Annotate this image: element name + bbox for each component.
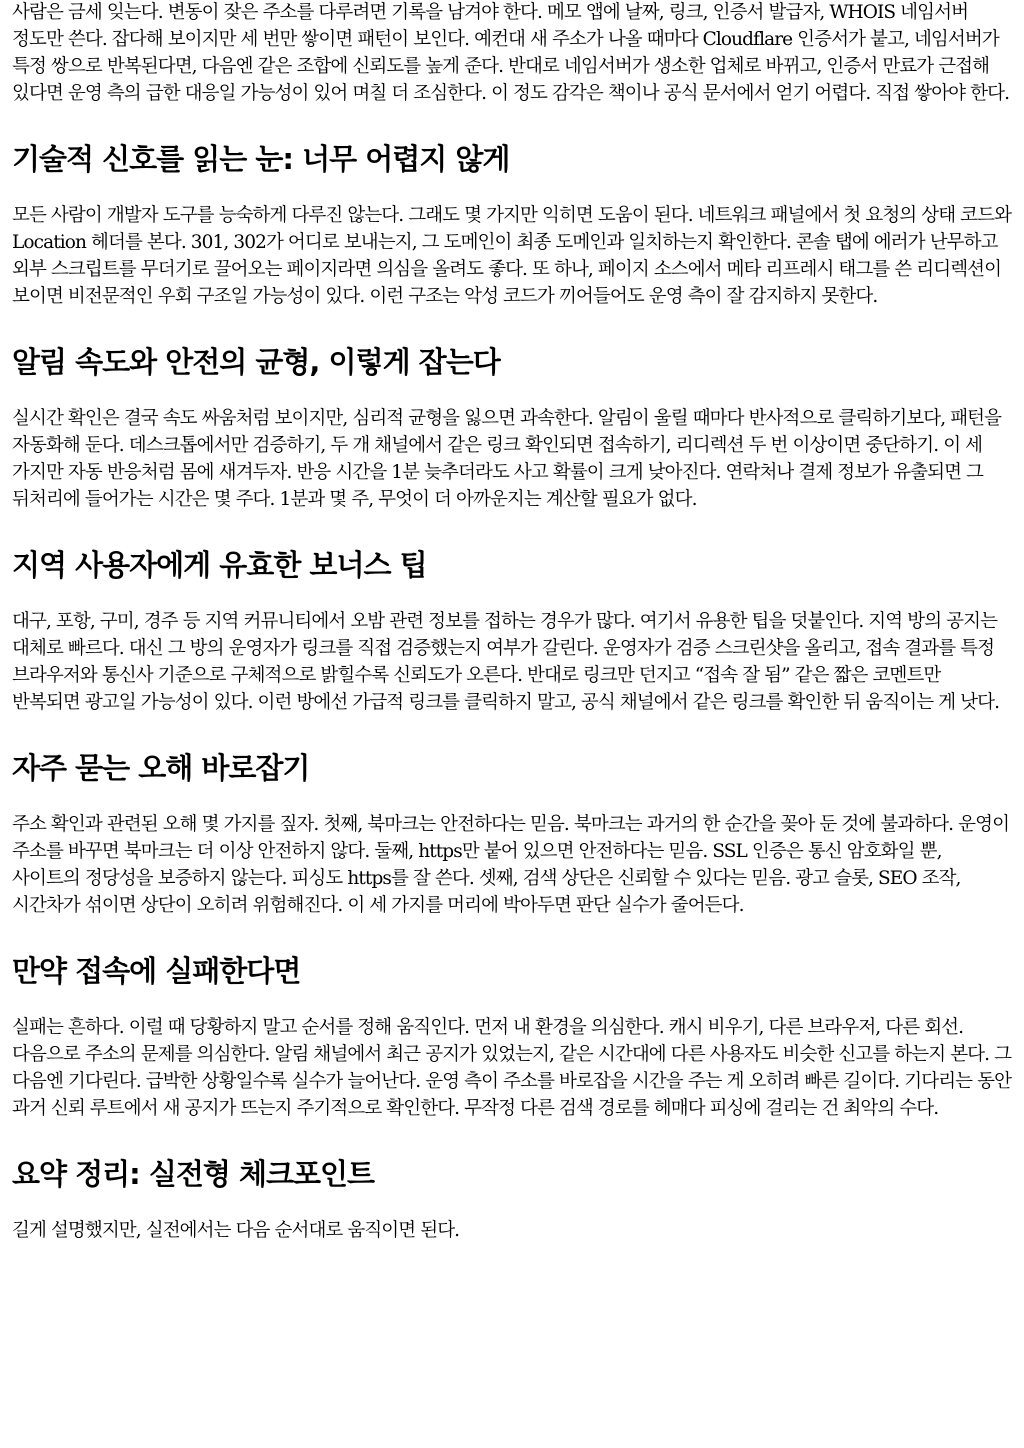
section-paragraph: 대구, 포항, 구미, 경주 등 지역 커뮤니티에서 오밤 관련 정보를 접하는 경우가 많다. 여기서 유용한 팁을 덧붙인다. 지역 방의 공지는 대체로 빠르다. 대신 그 방의 운영자가 링크를 직접 검증했는지 여부가 갈린다. 운영자가 검증 스크린샷을 올리고, 접속 결과를 특정 브라우저와 통신사 기준으로 구체적으로 밝힐수록 신뢰도가 오른다. 반대로 링크만 던지고 “접속 잘 됨” 같은 짧은 코멘트만 반복되면 광고일 가능성이 있다. 이런 방에선 가급적 링크를 클릭하지 말고, 공식 채널에서 같은 링크를 확인한 뒤 움직이는 게 낫다. xyxy=(12,611,1000,713)
intro-paragraph: 사람은 금세 잊는다. 변동이 잦은 주소를 다루려면 기록을 남겨야 한다. 메모 앱에 날짜, 링크, 인증서 발급자, WHOIS 네임서버 정도만 쓴다. 잡다해 보이지만 세 번만 쌓이면 패턴이 보인다. 예컨대 새 주소가 나올 때마다 Cloudflare 인증서가 붙고, 네임서버가 특정 쌍으로 반복된다면, 다음엔 같은 조합에 신뢰도를 높게 준다. 반대로 네임서버가 생소한 업체로 바뀌고, 인증서 만료가 근접해 있다면 운영 측의 급한 대응일 가능성이 있어 며칠 더 조심한다. 이 정도 감각은 책이나 공식 문서에서 얻기 어렵다. 직접 쌓아야 한다. xyxy=(12,2,1010,104)
section-connection-failure xyxy=(12,951,1012,1122)
section-paragraph: 실시간 확인은 결국 속도 싸움처럼 보이지만, 심리적 균형을 잃으면 과속한다. 알림이 울릴 때마다 반사적으로 클릭하기보다, 패턴을 자동화해 둔다. 데스크톱에서만 검증하기, 두 개 채널에서 같은 링크 확인되면 접속하기, 리디렉션 두 번 이상이면 중단하기. 이 세 가지만 자동 반응처럼 몸에 새겨두자. 반응 시간을 1분 늦추더라도 사고 확률이 크게 낮아진다. 연락처나 결제 정보가 유출되면 그 뒤처리에 들어가는 시간은 몇 주다. 1분과 몇 주, 무엇이 더 아까운지는 계산할 필요가 없다. xyxy=(12,408,1002,510)
section-heading: 지역 사용자에게 유효한 보너스 팁 xyxy=(12,548,427,582)
section-heading: 만약 접속에 실패한다면 xyxy=(12,954,301,988)
section-paragraph: 모든 사람이 개발자 도구를 능숙하게 다루진 않는다. 그래도 몇 가지만 익히면 도움이 된다. 네트워크 패널에서 첫 요청의 상태 코드와 Location 헤더를 본다. 301, 302가 어디로 보내는지, 그 도메인이 최종 도메인과 일치하는지 확인한다. 콘솔 탭에 에러가 난무하고 외부 스크립트를 무더기로 끌어오는 페이지라면 의심을 올려도 좋다. 또 하나, 페이지 소스에서 메타 리프레시 태그를 쓴 리디렉션이 보이면 비전문적인 우회 구조일 가능성이 있다. 이런 구조는 악성 코드가 끼어들어도 운영 측이 잘 감지하지 못한다. xyxy=(12,205,1012,307)
section-heading: 요약 정리: 실전형 체크포인트 xyxy=(12,1157,375,1191)
section-summary-checkpoints xyxy=(12,1154,1012,1244)
section-misconceptions xyxy=(12,748,1012,919)
section-heading: 기술적 신호를 읽는 눈: 너무 어렵지 않게 xyxy=(12,142,510,176)
section-heading: 알림 속도와 안전의 균형, 이렇게 잡는다 xyxy=(12,345,500,379)
section-paragraph: 길게 설명했지만, 실전에서는 다음 순서대로 움직이면 된다. xyxy=(12,1220,460,1241)
section-technical-signals xyxy=(12,139,1012,310)
section-paragraph: 주소 확인과 관련된 오해 몇 가지를 짚자. 첫째, 북마크는 안전하다는 믿음. 북마크는 과거의 한 순간을 꽂아 둔 것에 불과하다. 운영이 주소를 바꾸면 북마크는 더 이상 안전하지 않다. 둘째, https만 붙어 있으면 안전하다는 믿음. SSL 인증은 통신 암호화일 뿐, 사이트의 정당성을 보증하지 않는다. 피싱도 https를 잘 쓴다. 셋째, 검색 상단은 신뢰할 수 있다는 믿음. 광고 슬롯, SEO 조작, 시간차가 섞이면 상단이 오히려 위험해진다. 이 세 가지를 머리에 박아두면 판단 실수가 줄어든다. xyxy=(12,814,1010,916)
section-regional-tips xyxy=(12,545,1012,716)
section-alert-speed-balance xyxy=(12,342,1012,513)
section-heading: 자주 묻는 오해 바로잡기 xyxy=(12,751,310,785)
section-paragraph: 실패는 흔하다. 이럴 때 당황하지 말고 순서를 정해 움직인다. 먼저 내 환경을 의심한다. 캐시 비우기, 다른 브라우저, 다른 회선. 다음으로 주소의 문제를 의심한다. 알림 채널에서 최근 공지가 있었는지, 같은 시간대에 다른 사용자도 비슷한 신고를 하는지 본다. 그 다음엔 기다린다. 급박한 상황일수록 실수가 늘어난다. 운영 측이 주소를 바로잡을 시간을 주는 게 오히려 빠른 길이다. 기다리는 동안 과거 신뢰 루트에서 새 공지가 뜨는지 주기적으로 확인한다. 무작정 다른 검색 경로를 헤매다 피싱에 걸리는 건 최악의 수다. xyxy=(12,1017,1012,1119)
